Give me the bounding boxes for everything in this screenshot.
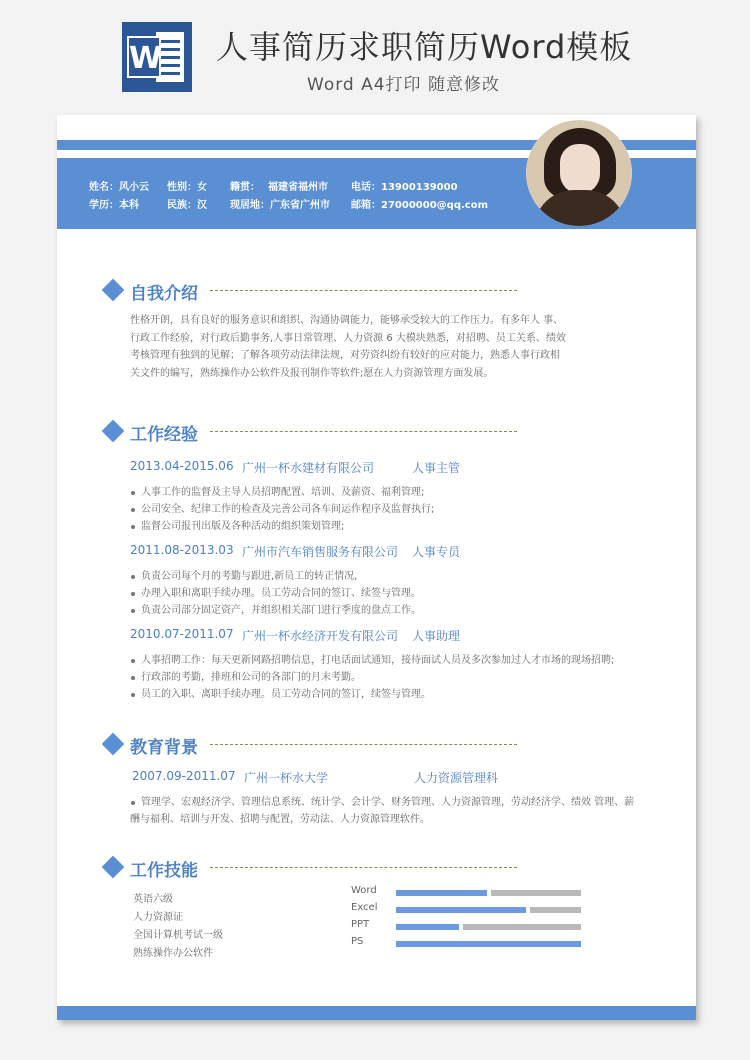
list-item: 管理学、宏观经济学、管理信息系统、统计学、会计学、财务管理、人力资源管理，劳动经济学、绩效 管理、薪 [130, 794, 634, 811]
about-line: 行政工作经验，对行政后勤事务,人事日常管理、人力资源 6 大模块熟悉，对招聘、员工关系、绩效 [130, 332, 566, 344]
skill-bar-fill [396, 924, 459, 930]
template-banner [0, 0, 750, 112]
job-company: 广州一杯水经济开发有限公司 [242, 629, 399, 643]
word-letter: W [127, 36, 161, 78]
list-item: 人力资源证 [133, 912, 183, 923]
list-item: 公司安全、纪律工作的检查及完善公司各车间运作程序及监督执行; [130, 501, 434, 518]
info-ethnicity: 民族：汉 [167, 200, 207, 211]
about-line: 考核管理有独到的见解；了解各项劳动法律法规，对劳资纠纷有较好的应对能力，熟悉人事行政相 [130, 350, 560, 361]
skill-bar-label: PPT [351, 919, 370, 930]
diamond-icon [102, 733, 125, 756]
list-item: 行政部的考勤，排班和公司的各部门的月末考勤。 [130, 669, 614, 686]
job-period: 2010.07-2011.07 [130, 627, 234, 641]
about-line: 关文件的编写，熟练操作办公软件及报刊制作等软件;愿在人力资源管理方面发展。 [130, 367, 494, 379]
job-period: 2013.04-2015.06 [130, 459, 234, 473]
list-item: 员工的入职、离职手续办理。员工劳动合同的签订，续签与管理。 [130, 686, 614, 703]
about-line: 性格开朗，具有良好的服务意识和组织、沟通协调能力，能够承受较大的工作压力。有多年人 事、 [130, 315, 564, 326]
banner-subtitle: Word A4打印 随意修改 [307, 75, 500, 95]
section-divider [210, 744, 517, 745]
skill-bar-fill [396, 907, 526, 913]
resume-page [57, 115, 696, 1020]
skill-bar-gap [526, 907, 530, 913]
footer-stripe [57, 1006, 696, 1020]
info-residence: 现居地：广东省广州市 [230, 200, 330, 211]
job-company: 广州市汽车销售服务有限公司 [242, 545, 399, 559]
info-gender: 性别：女 [167, 182, 207, 193]
skill-bar-label: Word [351, 885, 377, 896]
job-period: 2011.08-2013.03 [130, 543, 234, 557]
portrait-photo [526, 120, 632, 226]
list-item: 熟练操作办公软件 [133, 948, 213, 959]
section-title: 工作技能 [130, 861, 198, 881]
list-item: 监督公司报刊出版及各种活动的组织策划管理; [130, 518, 434, 535]
skill-bar-row [351, 885, 591, 902]
skill-bar-gap [487, 890, 491, 896]
info-name: 姓名：风小云 [89, 182, 149, 193]
education-major: 人力资源管理科 [414, 771, 499, 785]
list-item: 酬与福利、培训与开发、招聘与配置，劳动法、人力资源管理软件。 [130, 814, 430, 825]
job-position: 人事助理 [412, 629, 461, 643]
word-logo-icon [122, 22, 192, 92]
education-period: 2007.09-2011.07 [132, 769, 236, 783]
job-position: 人事主管 [412, 461, 461, 475]
diamond-icon [102, 420, 125, 443]
section-divider [210, 867, 517, 868]
section-title: 教育背景 [130, 738, 198, 758]
banner-title: 人事简历求职简历Word模板 [216, 28, 633, 66]
skill-bar-label: Excel [351, 902, 378, 913]
about-text [130, 312, 570, 382]
skill-bar-gap [459, 924, 463, 930]
list-item: 人事招聘工作：每天更新网路招聘信息，打电话面试通知，接待面试人员及多次参加过人才市场的现场招聘; [130, 652, 614, 669]
skill-bar-track [396, 890, 581, 896]
section-title: 工作经验 [130, 425, 198, 445]
skills-list [133, 891, 223, 963]
education-courses [130, 794, 634, 828]
list-item: 负责公司部分固定资产，并组织相关部门进行季度的盘点工作。 [130, 602, 421, 619]
list-item: 人事工作的监督及主导人员招聘配置、培训、及薪资、福利管理; [130, 484, 434, 501]
skill-bar-track [396, 907, 581, 913]
list-item: 负责公司每个月的考勤与跟进,新员工的转正情况, [130, 568, 421, 585]
info-origin-label: 籍贯： [230, 182, 260, 193]
skill-bar-track [396, 941, 581, 947]
info-phone: 电话：13900139000 [351, 182, 458, 193]
job-duties [130, 652, 614, 703]
info-origin: 福建省福州市 [268, 182, 328, 193]
job-duties [130, 568, 421, 619]
skill-bar-fill [396, 941, 581, 947]
section-title: 自我介绍 [130, 284, 198, 304]
info-email: 邮箱：27000000@qq.com [351, 200, 488, 211]
skill-bar-row [351, 902, 591, 919]
list-item: 全国计算机考试一级 [133, 930, 223, 941]
job-company: 广州一杯水建材有限公司 [242, 461, 375, 475]
job-position: 人事专员 [412, 545, 461, 559]
skill-bar-track [396, 924, 581, 930]
list-item: 英语六级 [133, 894, 173, 905]
section-divider [210, 290, 517, 291]
skill-bar-row [351, 936, 591, 953]
list-item: 办理入职和离职手续办理。员工劳动合同的签订、续签与管理。 [130, 585, 421, 602]
skill-bar-label: PS [351, 936, 364, 947]
skill-bar-fill [396, 890, 487, 896]
diamond-icon [102, 279, 125, 302]
skill-bar-row [351, 919, 591, 936]
section-divider [210, 431, 517, 432]
job-duties [130, 484, 434, 535]
diamond-icon [102, 856, 125, 879]
info-education: 学历：本科 [89, 200, 139, 211]
education-school: 广州一杯水大学 [244, 771, 329, 785]
